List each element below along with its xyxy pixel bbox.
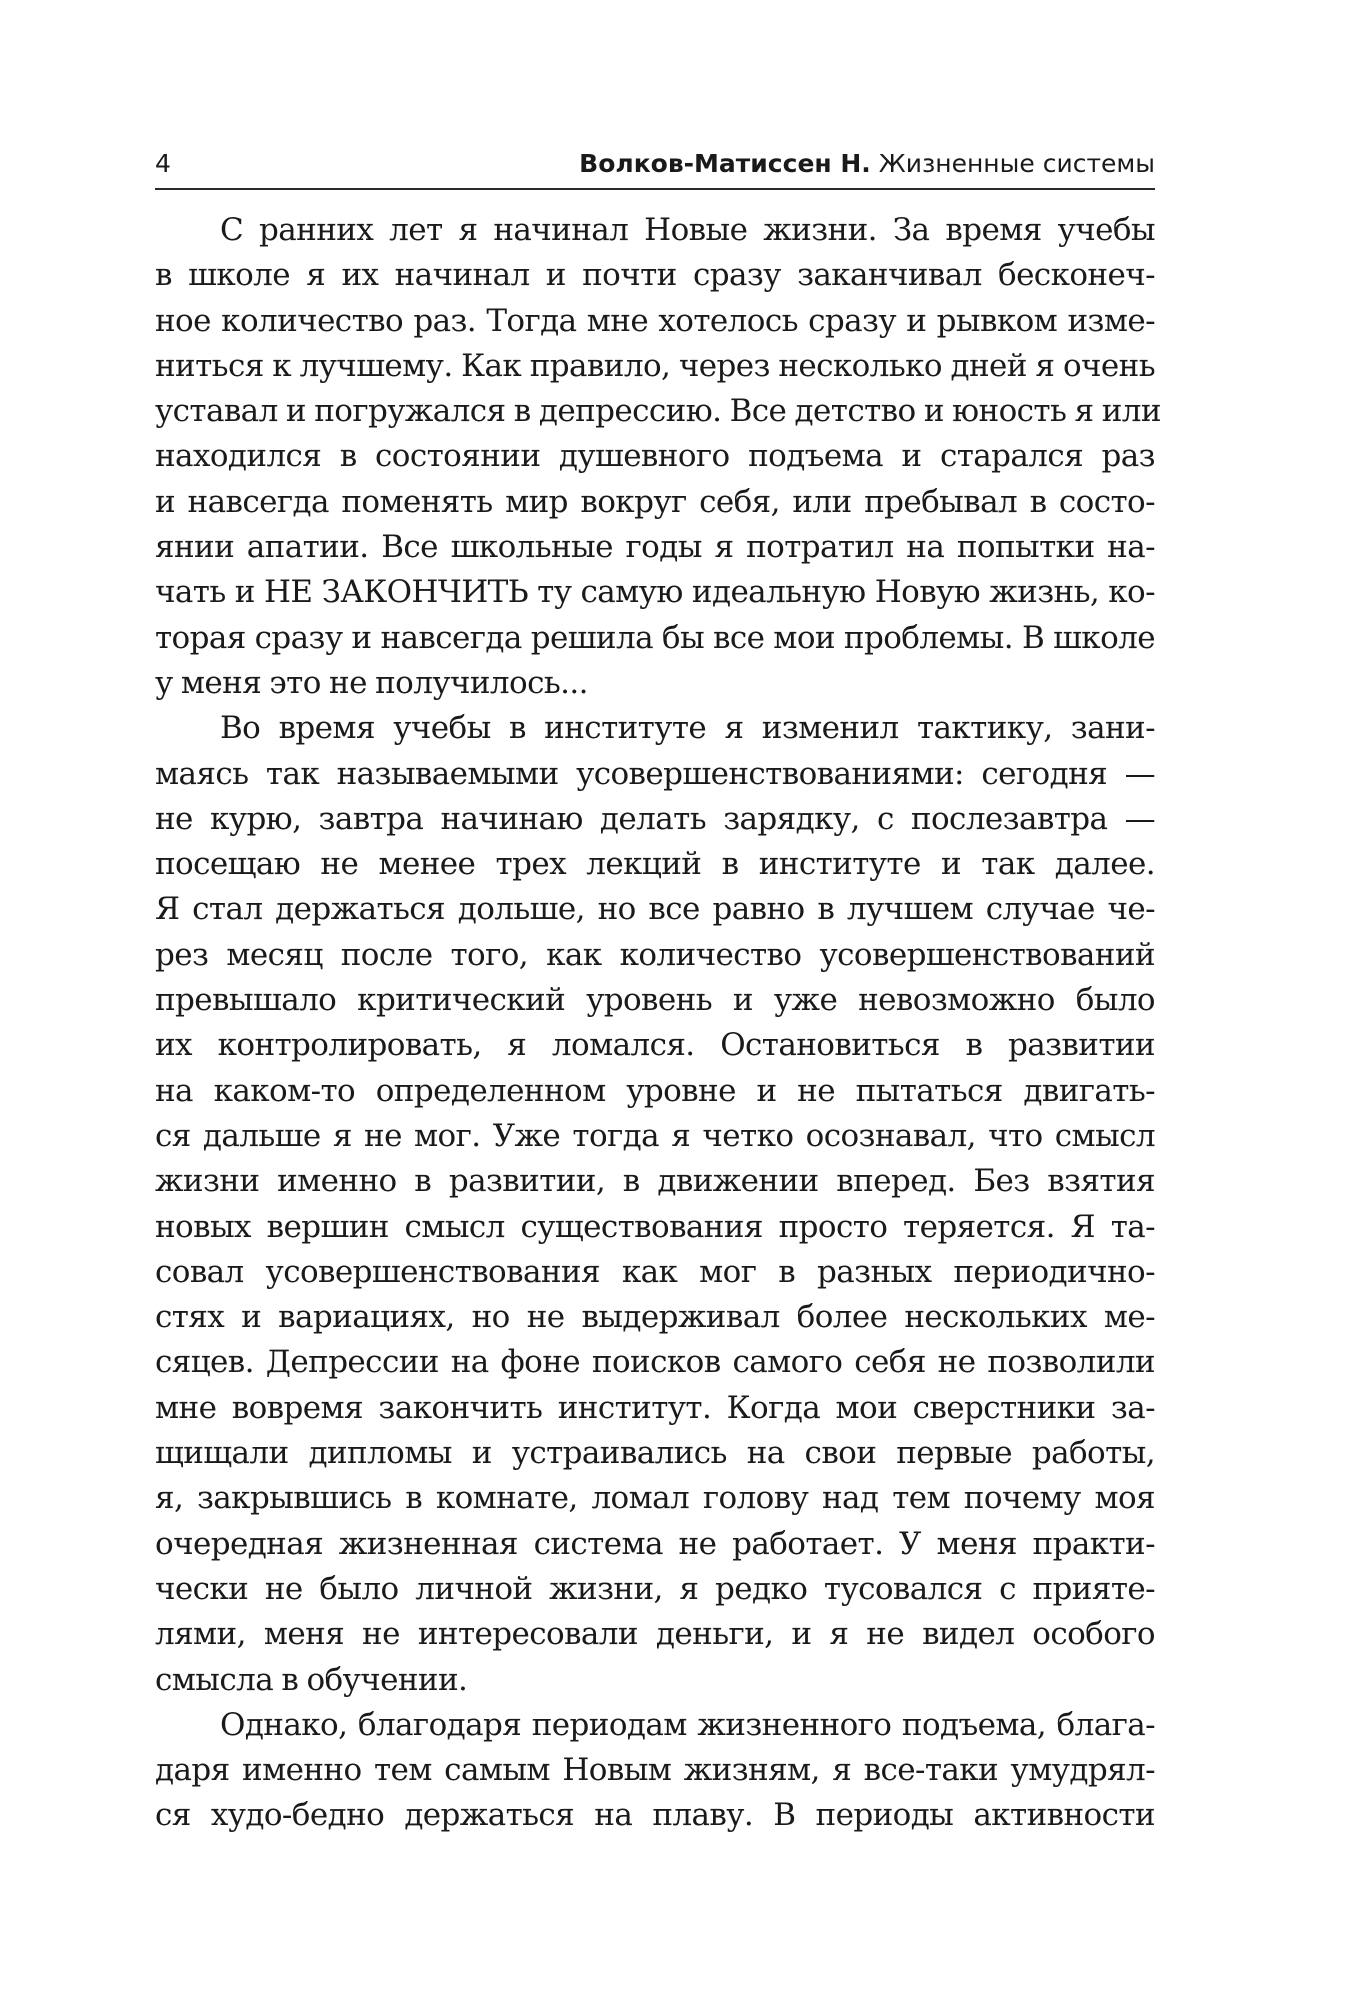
text-line: рез месяц после того, как количество усовершенствований bbox=[155, 936, 1155, 973]
text-line: Однако, благодаря периодам жизненного подъема, блага- bbox=[220, 1706, 1155, 1743]
text-line: совал усовершенствования как мог в разных периодично- bbox=[155, 1253, 1155, 1290]
text-line: чески не было личной жизни, я редко тусовался с прияте- bbox=[155, 1570, 1155, 1607]
text-line: лями, меня не интересовали деньги, и я не видел особого bbox=[155, 1616, 1155, 1653]
page-number: 4 bbox=[155, 149, 171, 178]
text-line: ся худо-бедно держаться на плаву. В периоды активности bbox=[155, 1797, 1155, 1834]
text-line: не курю, завтра начинаю делать зарядку, с послезавтра — bbox=[155, 800, 1155, 837]
text-line: сяцев. Депрессии на фоне поисков самого себя не позволили bbox=[155, 1344, 1155, 1381]
text-line: Во время учебы в институте я изменил тактику, зани- bbox=[220, 710, 1155, 747]
text-line: уставал и погружался в депрессию. Все детство и юность я или bbox=[155, 393, 1161, 430]
paragraph bbox=[155, 706, 1155, 1703]
text-line: посещаю не менее трех лекций в институте и так далее. bbox=[155, 846, 1155, 883]
text-line: новых вершин смысл существования просто теряется. Я та- bbox=[155, 1208, 1155, 1245]
text-line: С ранних лет я начинал Новые жизни. За время учебы bbox=[220, 212, 1155, 248]
text-line: очередная жизненная система не работает. У меня практи- bbox=[155, 1525, 1155, 1562]
text-line: находился в состоянии душевного подъема и старался раз bbox=[155, 438, 1155, 475]
paragraph bbox=[155, 1703, 1155, 1839]
text-line: превышало критический уровень и уже невозможно было bbox=[155, 982, 1155, 1019]
text-line: даря именно тем самым Новым жизням, я все-таки умудрял- bbox=[155, 1752, 1155, 1789]
text-line: чать и НЕ ЗАКОНЧИТЬ ту самую идеальную Новую жизнь, ко- bbox=[155, 574, 1155, 611]
text-line: стях и вариациях, но не выдерживал более нескольких ме- bbox=[155, 1299, 1155, 1336]
text-line: в школе я их начинал и почти сразу заканчивал бесконеч- bbox=[155, 257, 1155, 294]
text-line: смысла в обучении. bbox=[155, 1661, 468, 1698]
text-line: и навсегда поменять мир вокруг себя, или пребывал в состо- bbox=[155, 483, 1155, 520]
text-line: щищали дипломы и устраивались на свои первые работы, bbox=[155, 1435, 1155, 1472]
text-line: ное количество раз. Тогда мне хотелось сразу и рывком изме- bbox=[155, 302, 1155, 339]
text-line: Я стал держаться дольше, но все равно в лучшем случае че- bbox=[155, 891, 1155, 928]
text-line: я, закрывшись в комнате, ломал голову над тем почему моя bbox=[155, 1480, 1155, 1517]
text-line: у меня это не получилось... bbox=[155, 664, 588, 701]
running-header bbox=[155, 146, 1155, 190]
text-line: жизни именно в развитии, в движении вперед. Без взятия bbox=[155, 1163, 1155, 1200]
text-line: янии апатии. Все школьные годы я потратил на попытки на- bbox=[155, 529, 1155, 566]
text-line: маясь так называемыми усовершенствованиями: сегодня — bbox=[155, 755, 1155, 792]
text-line: на каком-то определенном уровне и не пытаться двигать- bbox=[155, 1072, 1155, 1109]
book-title: Жизненные системы bbox=[878, 149, 1155, 178]
text-line: их контролировать, я ломался. Остановиться в развитии bbox=[155, 1027, 1155, 1064]
book-author: Волков-Матиссен Н. bbox=[579, 149, 871, 178]
book-title-line bbox=[579, 146, 1155, 182]
paragraph bbox=[155, 208, 1161, 706]
body-text bbox=[155, 208, 1161, 1839]
text-line: ся дальше я не мог. Уже тогда я четко осознавал, что смысл bbox=[155, 1117, 1155, 1154]
text-line: торая сразу и навсегда решила бы все мои проблемы. В школе bbox=[155, 619, 1155, 656]
text-line: мне вовремя закончить институт. Когда мои сверстники за- bbox=[155, 1389, 1155, 1426]
text-line: ниться к лучшему. Как правило, через несколько дней я очень bbox=[155, 347, 1155, 384]
